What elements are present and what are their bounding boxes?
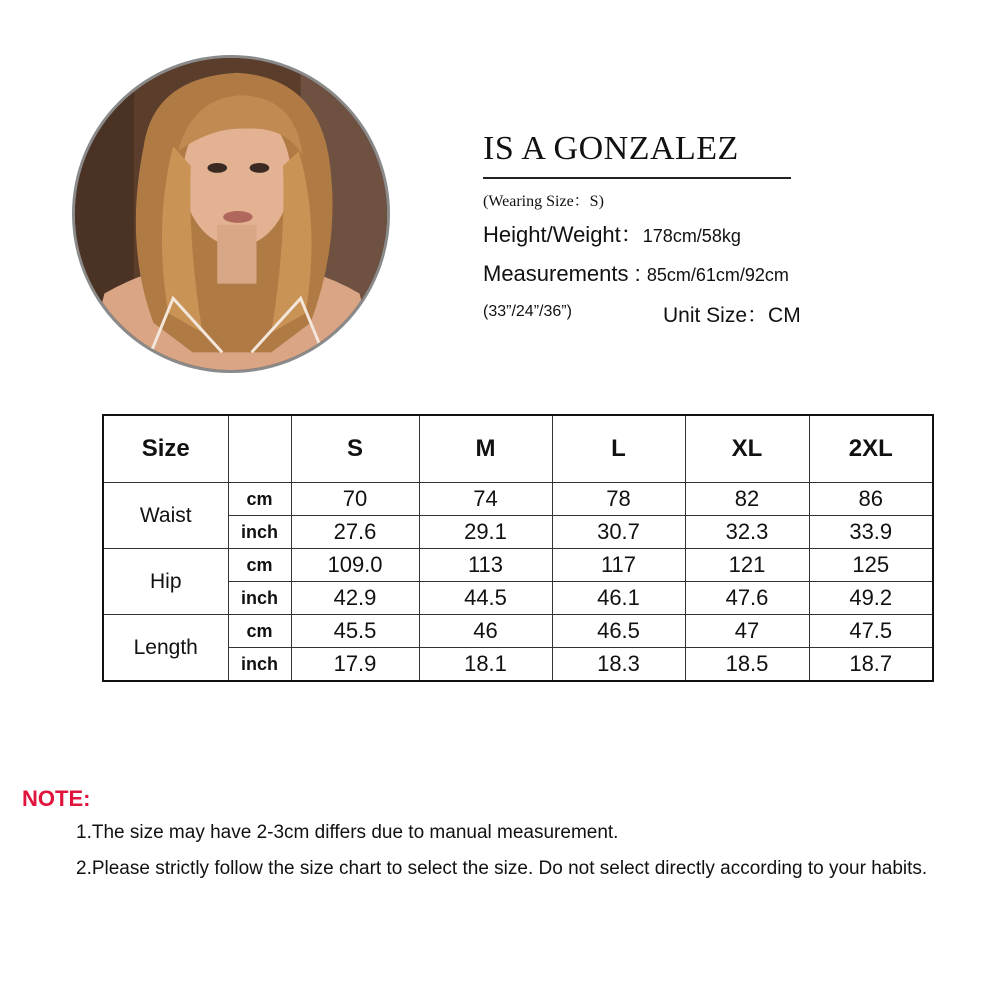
table-row xyxy=(103,516,933,549)
table-row xyxy=(103,648,933,682)
measurements-inch: (33”/24”/36”) xyxy=(483,303,572,320)
table-cell: 29.1 xyxy=(419,516,552,549)
unit-cell: inch xyxy=(228,516,291,549)
table-cell: 33.9 xyxy=(809,516,933,549)
table-cell: 27.6 xyxy=(291,516,419,549)
table-cell: 82 xyxy=(685,483,809,516)
table-cell: 47.6 xyxy=(685,582,809,615)
model-photo xyxy=(72,55,390,373)
table-row xyxy=(103,483,933,516)
table-cell: 44.5 xyxy=(419,582,552,615)
model-portrait-illustration xyxy=(75,58,387,370)
measure-hip: Hip xyxy=(103,549,228,615)
table-cell: 117 xyxy=(552,549,685,582)
table-cell: 17.9 xyxy=(291,648,419,682)
table-cell: 125 xyxy=(809,549,933,582)
size-col-xl: XL xyxy=(685,415,809,483)
table-cell: 46 xyxy=(419,615,552,648)
table-cell: 18.1 xyxy=(419,648,552,682)
size-col-s: S xyxy=(291,415,419,483)
size-col-m: M xyxy=(419,415,552,483)
height-weight-value: 178cm/58kg xyxy=(642,226,741,246)
table-row xyxy=(103,549,933,582)
table-cell: 42.9 xyxy=(291,582,419,615)
table-cell: 78 xyxy=(552,483,685,516)
table-cell: 46.5 xyxy=(552,615,685,648)
table-cell: 47 xyxy=(685,615,809,648)
note-item-2: 2.Please strictly follow the size chart to select the size. Do not select directly according to your habits. xyxy=(76,858,928,879)
table-cell: 86 xyxy=(809,483,933,516)
table-row xyxy=(103,582,933,615)
name-underline xyxy=(483,177,791,179)
table-cell: 74 xyxy=(419,483,552,516)
model-name: IS A GONZALEZ xyxy=(483,130,739,167)
wearing-size: (Wearing Size：S) xyxy=(483,193,604,210)
unit-cell: inch xyxy=(228,582,291,615)
table-cell: 45.5 xyxy=(291,615,419,648)
measure-waist: Waist xyxy=(103,483,228,549)
size-col-l: L xyxy=(552,415,685,483)
table-header-row xyxy=(103,415,933,483)
measurements-line xyxy=(483,261,789,287)
unit-size: Unit Size：CM xyxy=(663,304,801,327)
unit-cell: cm xyxy=(228,549,291,582)
unit-cell: cm xyxy=(228,483,291,516)
table-cell: 47.5 xyxy=(809,615,933,648)
unit-cell: cm xyxy=(228,615,291,648)
size-header: Size xyxy=(103,415,228,483)
table-cell: 18.5 xyxy=(685,648,809,682)
table-cell: 18.3 xyxy=(552,648,685,682)
measure-length: Length xyxy=(103,615,228,682)
table-cell: 121 xyxy=(685,549,809,582)
height-weight-line xyxy=(483,218,741,249)
size-col-2xl: 2XL xyxy=(809,415,933,483)
height-weight-label: Height/Weight： xyxy=(483,222,643,247)
table-cell: 46.1 xyxy=(552,582,685,615)
table-cell: 109.0 xyxy=(291,549,419,582)
table-cell: 70 xyxy=(291,483,419,516)
note-title: NOTE: xyxy=(22,786,91,811)
measurements-label: Measurements : xyxy=(483,261,641,286)
table-row xyxy=(103,615,933,648)
note-item-1: 1.The size may have 2-3cm differs due to manual measurement. xyxy=(76,822,619,843)
table-cell: 113 xyxy=(419,549,552,582)
measurements-value: 85cm/61cm/92cm xyxy=(646,265,789,285)
table-cell: 49.2 xyxy=(809,582,933,615)
table-cell: 18.7 xyxy=(809,648,933,682)
table-cell: 32.3 xyxy=(685,516,809,549)
unit-header xyxy=(228,415,291,483)
unit-cell: inch xyxy=(228,648,291,682)
table-cell: 30.7 xyxy=(552,516,685,549)
size-chart-table xyxy=(102,414,934,682)
